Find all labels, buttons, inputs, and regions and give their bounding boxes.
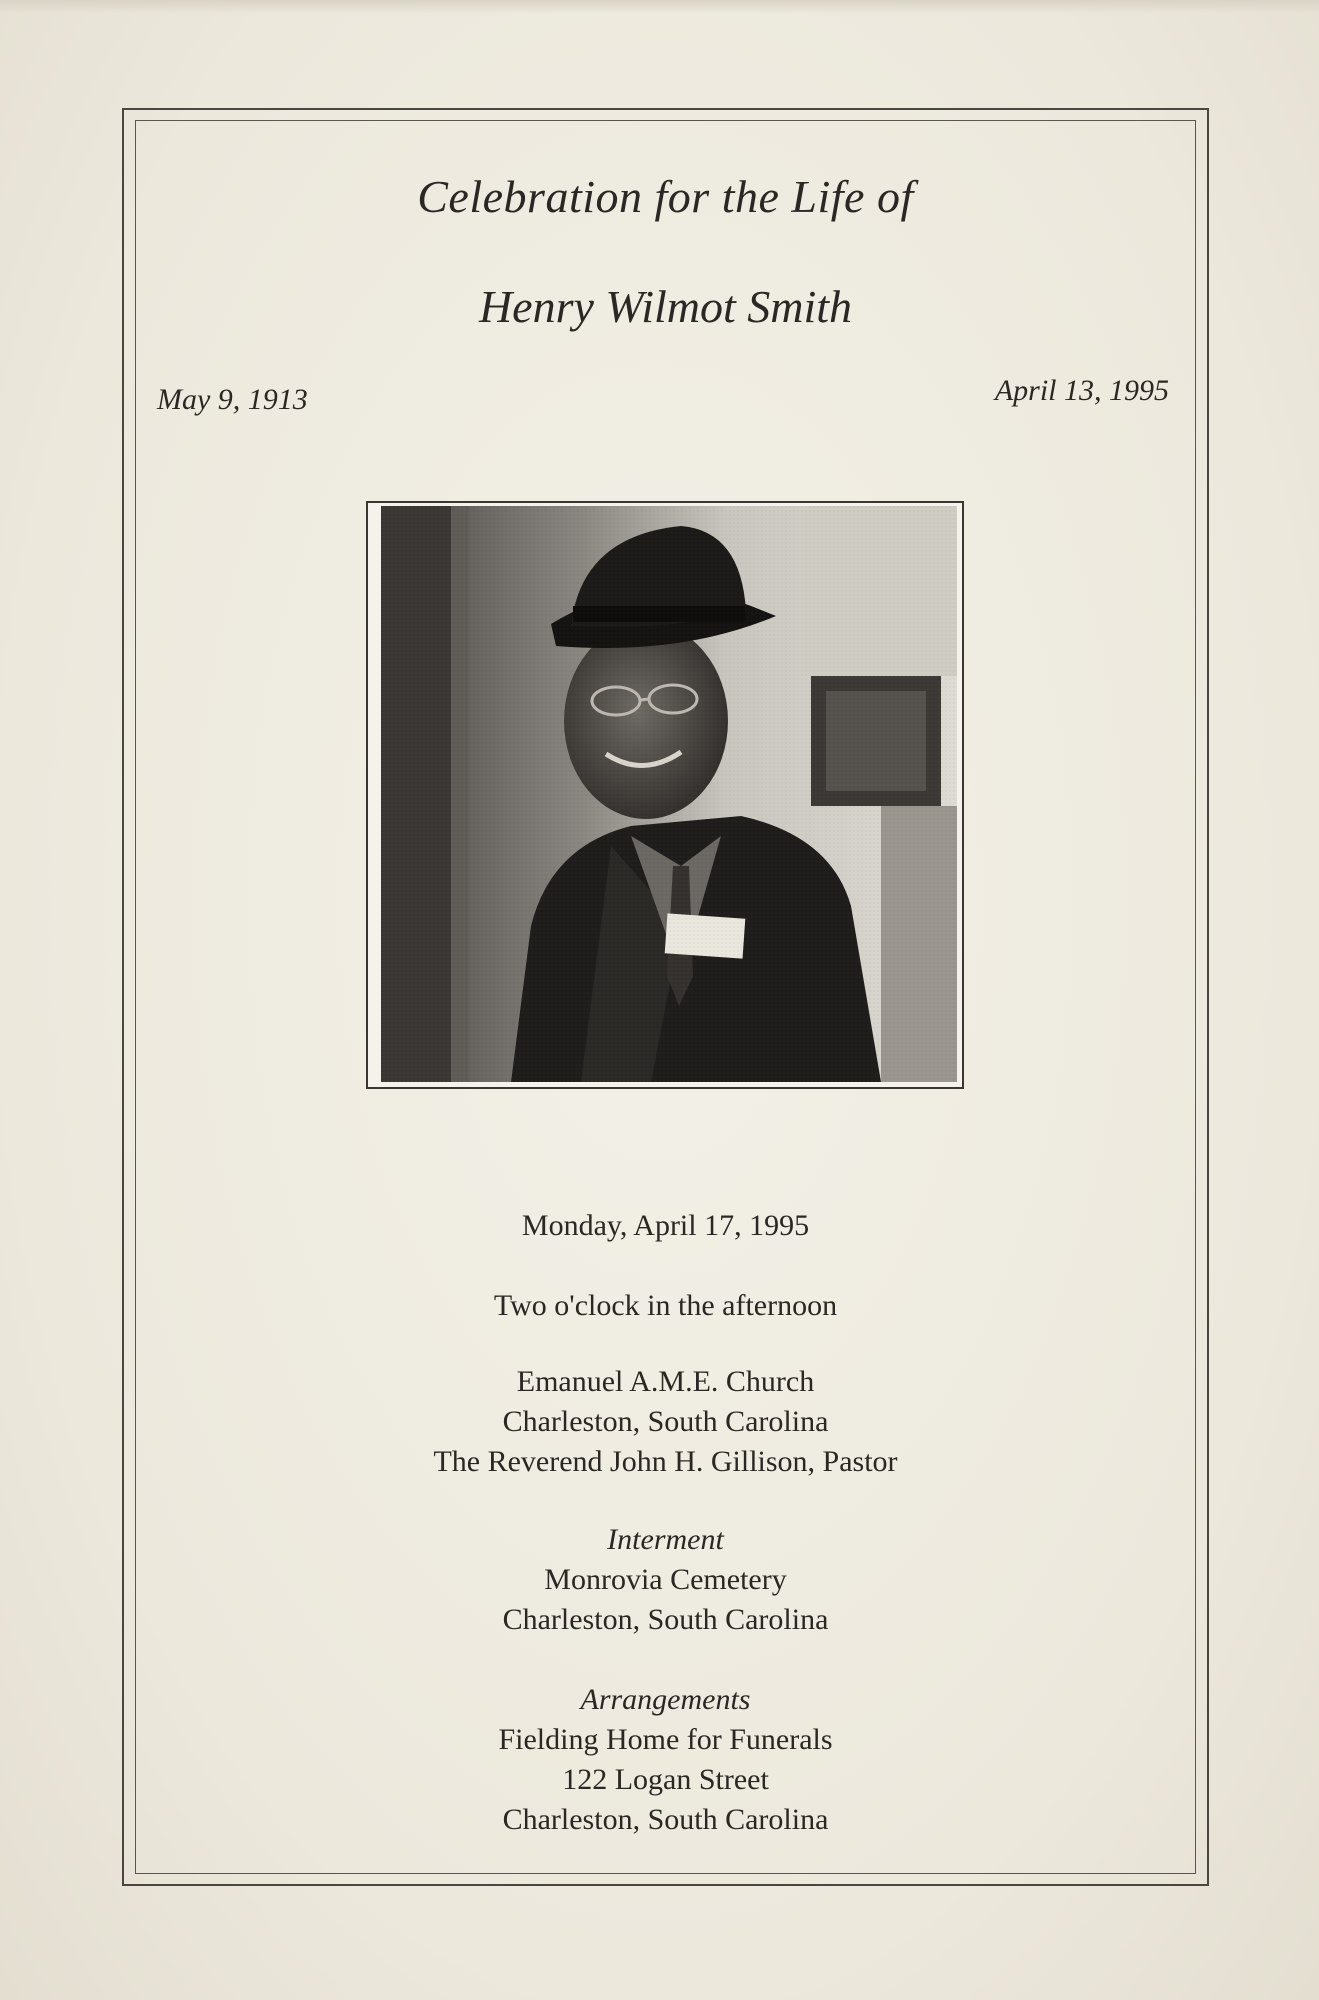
pastor-name: The Reverend John H. Gillison, Pastor xyxy=(433,1445,898,1478)
death-date: April 13, 1995 xyxy=(994,374,1169,407)
interment-block xyxy=(135,1520,1196,1640)
program-heading: Celebration for the Life of xyxy=(417,171,914,222)
cemetery-location: Charleston, South Carolina xyxy=(502,1603,829,1636)
service-time: Two o'clock in the afternoon xyxy=(493,1289,838,1322)
funeral-home-name: Fielding Home for Funerals xyxy=(498,1723,833,1756)
arrangements-heading: Arrangements xyxy=(580,1683,751,1716)
interment-heading: Interment xyxy=(607,1523,724,1556)
funeral-home-street: 122 Logan Street xyxy=(562,1763,769,1796)
portrait-photo xyxy=(381,506,957,1082)
funeral-home-location: Charleston, South Carolina xyxy=(502,1803,829,1836)
paper-shadow xyxy=(0,0,1319,14)
service-date: Monday, April 17, 1995 xyxy=(521,1209,810,1242)
church-location: Charleston, South Carolina xyxy=(502,1405,829,1438)
cemetery-name: Monrovia Cemetery xyxy=(544,1563,787,1596)
birth-date: May 9, 1913 xyxy=(157,383,308,416)
church-block xyxy=(135,1362,1196,1482)
deceased-name: Henry Wilmot Smith xyxy=(478,281,853,332)
church-name: Emanuel A.M.E. Church xyxy=(516,1365,815,1398)
arrangements-block xyxy=(135,1680,1196,1840)
